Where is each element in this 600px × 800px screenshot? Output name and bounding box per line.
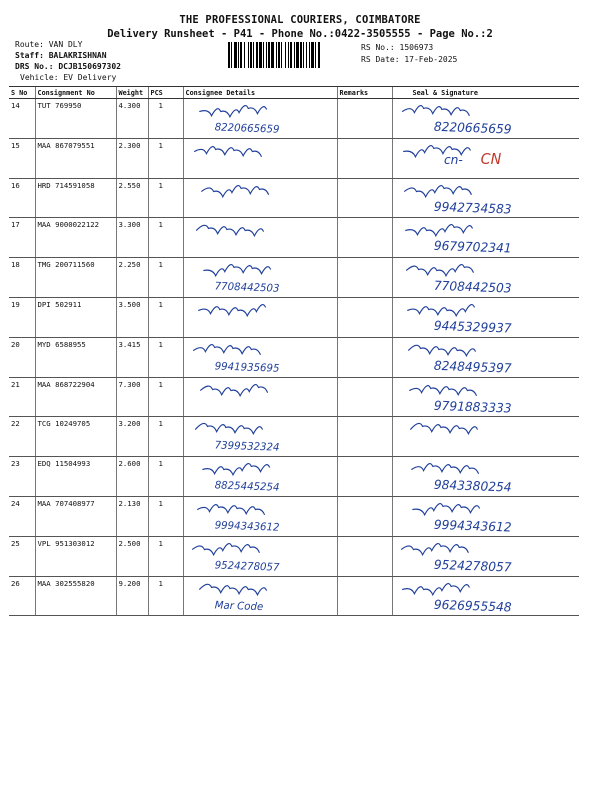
cell-remarks	[337, 457, 392, 497]
col-header-remarks: Remarks	[337, 87, 392, 99]
cell-sno: 17	[9, 218, 35, 258]
handwritten-consignee	[184, 378, 337, 417]
table-header-row	[9, 87, 579, 99]
handwritten-consignee	[184, 218, 337, 257]
cell-consignment-no: MYD 6588955	[35, 337, 116, 377]
cell-weight: 2.250	[116, 258, 148, 298]
cell-pcs: 1	[148, 258, 183, 298]
cell-sno: 18	[9, 258, 35, 298]
col-header-pcs: PCS	[148, 87, 183, 99]
cell-pcs: 1	[148, 297, 183, 337]
col-header-signature: Seal & Signature	[392, 87, 579, 99]
cell-seal-signature	[392, 297, 579, 337]
cell-consignment-no: HRD 714591058	[35, 178, 116, 218]
cell-seal-signature	[392, 377, 579, 417]
cell-pcs: 1	[148, 178, 183, 218]
table-row	[9, 576, 579, 616]
svg-text:9791883333: 9791883333	[433, 397, 512, 416]
handwritten-consignee	[184, 99, 337, 138]
table-row	[9, 218, 579, 258]
cell-seal-signature	[392, 417, 579, 457]
cell-sno: 19	[9, 297, 35, 337]
cell-consignment-no: MAA 868722904	[35, 377, 116, 417]
cell-seal-signature	[392, 496, 579, 536]
cell-remarks	[337, 417, 392, 457]
cell-weight: 3.200	[116, 417, 148, 457]
table-row	[9, 337, 579, 377]
table-row	[9, 297, 579, 337]
cell-consignment-no: EDQ 11504993	[35, 457, 116, 497]
svg-text:Mar Code: Mar Code	[213, 598, 263, 613]
svg-text:9445329937: 9445329937	[433, 317, 512, 336]
cell-consignee-details	[183, 536, 337, 576]
vehicle-label: Vehicle: EV Delivery	[20, 73, 117, 82]
svg-text:8220665659: 8220665659	[213, 121, 280, 136]
cell-sno: 15	[9, 138, 35, 178]
cell-consignee-details	[183, 576, 337, 616]
handwritten-signature	[393, 139, 580, 178]
cell-consignment-no: MAA 867079551	[35, 138, 116, 178]
cell-sno: 20	[9, 337, 35, 377]
svg-text:9994343612: 9994343612	[433, 516, 512, 535]
cell-pcs: 1	[148, 337, 183, 377]
handwritten-signature	[393, 537, 580, 576]
handwritten-signature	[393, 497, 580, 536]
cell-sno: 14	[9, 99, 35, 139]
handwritten-consignee	[184, 298, 337, 337]
cell-weight: 2.300	[116, 138, 148, 178]
cell-consignee-details	[183, 258, 337, 298]
svg-text:8220665659: 8220665659	[433, 118, 512, 137]
cell-remarks	[337, 178, 392, 218]
staff-label: Staff: BALAKRISHNAN	[15, 51, 107, 60]
company-title: THE PROFESSIONAL COURIERS, COIMBATORE	[179, 14, 421, 26]
handwritten-signature	[393, 457, 580, 496]
svg-text:9679702341: 9679702341	[433, 238, 512, 256]
runsheet-table	[9, 86, 579, 616]
rs-number: RS No.: 1506973	[361, 43, 434, 52]
cell-sno: 26	[9, 576, 35, 616]
svg-text:9626955548: 9626955548	[433, 596, 512, 615]
cell-sno: 22	[9, 417, 35, 457]
cell-pcs: 1	[148, 377, 183, 417]
svg-text:9843380254: 9843380254	[433, 476, 512, 495]
cell-seal-signature	[392, 218, 579, 258]
handwritten-signature	[393, 298, 580, 337]
table-row	[9, 258, 579, 298]
col-header-sno: S No	[9, 87, 35, 99]
cell-consignee-details	[183, 178, 337, 218]
cell-consignment-no: DPI 502911	[35, 297, 116, 337]
cell-weight: 3.300	[116, 218, 148, 258]
cell-pcs: 1	[148, 417, 183, 457]
cell-consignee-details	[183, 496, 337, 536]
cell-weight: 3.415	[116, 337, 148, 377]
cell-consignee-details	[183, 337, 337, 377]
rs-date: RS Date: 17-Feb-2025	[361, 55, 458, 64]
handwritten-consignee	[184, 457, 337, 496]
svg-text:cn-: cn-	[443, 151, 463, 168]
handwritten-signature	[393, 218, 580, 257]
drs-number: DRS No.: DCJB150697302	[15, 62, 121, 71]
cell-pcs: 1	[148, 99, 183, 139]
barcode	[228, 42, 356, 68]
cell-consignment-no: TCG 10249705	[35, 417, 116, 457]
cell-pcs: 1	[148, 218, 183, 258]
table-row	[9, 99, 579, 139]
svg-text:7708442503: 7708442503	[433, 277, 512, 296]
cell-remarks	[337, 99, 392, 139]
table-row	[9, 457, 579, 497]
cell-consignment-no: VPL 951303012	[35, 536, 116, 576]
cell-sno: 24	[9, 496, 35, 536]
col-header-consignment: Consignment No	[35, 87, 116, 99]
svg-text:9941935695: 9941935695	[213, 360, 280, 375]
cell-remarks	[337, 377, 392, 417]
cell-weight: 2.550	[116, 178, 148, 218]
cell-consignee-details	[183, 218, 337, 258]
cell-sno: 16	[9, 178, 35, 218]
table-row	[9, 178, 579, 218]
handwritten-consignee	[184, 258, 337, 297]
cell-weight: 4.300	[116, 99, 148, 139]
cell-remarks	[337, 258, 392, 298]
table-row	[9, 377, 579, 417]
svg-text:7399532324: 7399532324	[213, 439, 280, 455]
cell-sno: 23	[9, 457, 35, 497]
cell-seal-signature	[392, 536, 579, 576]
cell-remarks	[337, 536, 392, 576]
cell-remarks	[337, 496, 392, 536]
table-row	[9, 536, 579, 576]
cell-pcs: 1	[148, 138, 183, 178]
cell-consignment-no: MAA 9000022122	[35, 218, 116, 258]
handwritten-signature	[393, 258, 580, 297]
handwritten-consignee	[184, 577, 337, 616]
handwritten-signature	[393, 338, 580, 377]
route-label: Route: VAN DLY	[15, 40, 83, 49]
cell-weight: 9.200	[116, 576, 148, 616]
svg-text:8248495397: 8248495397	[433, 357, 512, 376]
svg-text:9524278057: 9524278057	[213, 559, 280, 574]
handwritten-consignee	[184, 417, 337, 456]
cell-weight: 7.300	[116, 377, 148, 417]
svg-text:CN: CN	[480, 151, 501, 169]
cell-remarks	[337, 297, 392, 337]
cell-remarks	[337, 576, 392, 616]
handwritten-signature	[393, 417, 580, 456]
svg-text:9524278057: 9524278057	[433, 556, 512, 575]
table-row	[9, 417, 579, 457]
cell-pcs: 1	[148, 496, 183, 536]
svg-text:8825445254: 8825445254	[213, 479, 280, 494]
cell-consignee-details	[183, 457, 337, 497]
cell-seal-signature	[392, 576, 579, 616]
col-header-weight: Weight	[116, 87, 148, 99]
cell-seal-signature	[392, 457, 579, 497]
cell-seal-signature	[392, 99, 579, 139]
cell-remarks	[337, 138, 392, 178]
cell-weight: 2.500	[116, 536, 148, 576]
cell-pcs: 1	[148, 457, 183, 497]
cell-consignee-details	[183, 377, 337, 417]
cell-consignee-details	[183, 99, 337, 139]
svg-text:9994343612: 9994343612	[213, 519, 280, 534]
cell-seal-signature	[392, 258, 579, 298]
handwritten-consignee	[184, 497, 337, 536]
handwritten-signature	[393, 99, 580, 138]
cell-consignment-no: MAA 302555820	[35, 576, 116, 616]
cell-consignee-details	[183, 297, 337, 337]
svg-text:7708442503: 7708442503	[213, 280, 280, 295]
handwritten-signature	[393, 179, 580, 218]
handwritten-signature	[393, 378, 580, 417]
cell-seal-signature	[392, 337, 579, 377]
cell-consignment-no: TUT 769950	[35, 99, 116, 139]
cell-sno: 25	[9, 536, 35, 576]
col-header-consignee: Consignee Details	[183, 87, 337, 99]
runsheet-title: Delivery Runsheet - P41 - Phone No.:0422-3505555 - Page No.:2	[107, 28, 493, 40]
handwritten-consignee	[184, 179, 337, 218]
cell-weight: 2.600	[116, 457, 148, 497]
cell-weight: 2.130	[116, 496, 148, 536]
cell-remarks	[337, 337, 392, 377]
cell-seal-signature	[392, 178, 579, 218]
cell-consignment-no: MAA 707408977	[35, 496, 116, 536]
handwritten-consignee	[184, 338, 337, 377]
svg-text:9942734583: 9942734583	[433, 198, 512, 217]
handwritten-signature	[393, 577, 580, 616]
table-row	[9, 496, 579, 536]
cell-pcs: 1	[148, 536, 183, 576]
cell-weight: 3.500	[116, 297, 148, 337]
cell-remarks	[337, 218, 392, 258]
handwritten-consignee	[184, 537, 337, 576]
table-row	[9, 138, 579, 178]
cell-pcs: 1	[148, 576, 183, 616]
handwritten-consignee	[184, 139, 337, 178]
cell-consignment-no: TMG 200711560	[35, 258, 116, 298]
cell-seal-signature	[392, 138, 579, 178]
cell-sno: 21	[9, 377, 35, 417]
cell-consignee-details	[183, 417, 337, 457]
cell-consignee-details	[183, 138, 337, 178]
